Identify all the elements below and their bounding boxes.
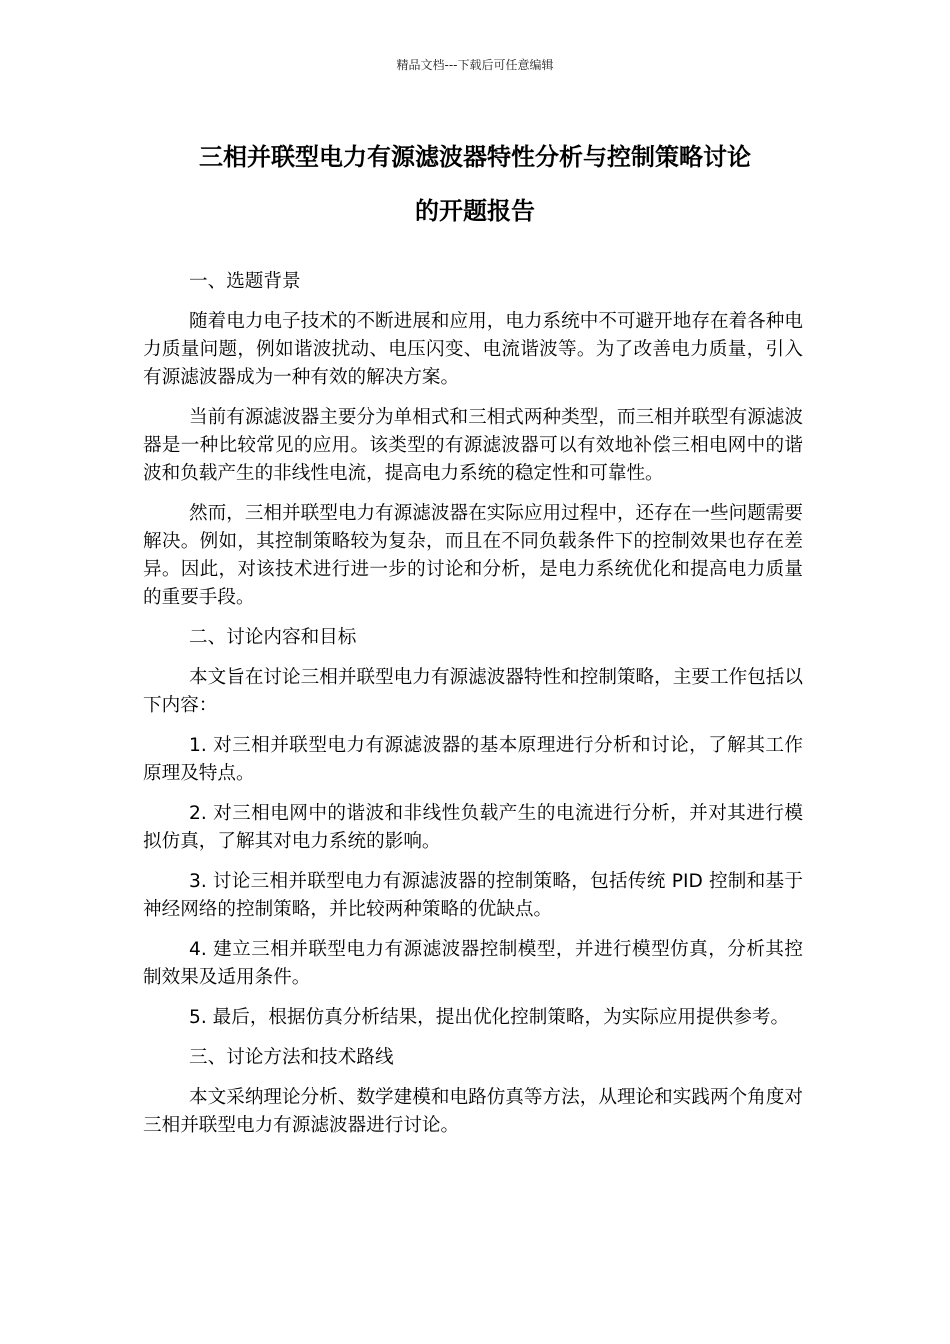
paragraph: 本文采纳理论分析、数学建模和电路仿真等方法，从理论和实践两个角度对三相并联型电力有源滤波器进行讨论。 bbox=[143, 1087, 803, 1136]
paragraph: 随着电力电子技术的不断进展和应用，电力系统中不可避开地存在着各种电力质量问题，例如谐波扰动、电压闪变、电流谐波等。为了改善电力质量，引入有源滤波器成为一种有效的解决方案。 bbox=[143, 311, 803, 388]
list-item: 3. 讨论三相并联型电力有源滤波器的控制策略，包括传统 PID 控制和基于神经网络的控制策略，并比较两种策略的优缺点。 bbox=[143, 871, 803, 920]
title-line-2: 的开题报告 bbox=[415, 197, 535, 225]
list-item: 1. 对三相并联型电力有源滤波器的基本原理进行分析和讨论，了解其工作原理及特点。 bbox=[143, 735, 803, 784]
document-body bbox=[143, 268, 803, 1152]
list-item: 4. 建立三相并联型电力有源滤波器控制模型，并进行模型仿真，分析其控制效果及适用条件。 bbox=[143, 939, 803, 988]
title-line-1: 三相并联型电力有源滤波器特性分析与控制策略讨论 bbox=[199, 143, 751, 171]
document-title bbox=[120, 130, 830, 238]
paragraph: 当前有源滤波器主要分为单相式和三相式两种类型，而三相并联型有源滤波器是一种比较常见的应用。该类型的有源滤波器可以有效地补偿三相电网中的谐波和负载产生的非线性电流，提高电力系统的稳定性和可靠性。 bbox=[143, 407, 803, 484]
section-heading-method: 三、讨论方法和技术路线 bbox=[189, 1047, 394, 1068]
list-item: 2. 对三相电网中的谐波和非线性负载产生的电流进行分析，并对其进行模拟仿真，了解其对电力系统的影响。 bbox=[143, 803, 803, 852]
paragraph: 本文旨在讨论三相并联型电力有源滤波器特性和控制策略，主要工作包括以下内容： bbox=[143, 667, 803, 716]
list-item: 5. 最后，根据仿真分析结果，提出优化控制策略，为实际应用提供参考。 bbox=[189, 1007, 790, 1028]
section-heading-background: 一、选题背景 bbox=[189, 271, 301, 292]
header-note: 精品文档---下载后可任意编辑 bbox=[396, 58, 554, 72]
section-heading-content: 二、讨论内容和目标 bbox=[189, 627, 357, 648]
paragraph: 然而，三相并联型电力有源滤波器在实际应用过程中，还存在一些问题需要解决。例如，其控制策略较为复杂，而且在不同负载条件下的控制效果也存在差异。因此，对该技术进行进一步的讨论和分析，是电力系统优化和提高电力质量的重要手段。 bbox=[143, 503, 803, 608]
